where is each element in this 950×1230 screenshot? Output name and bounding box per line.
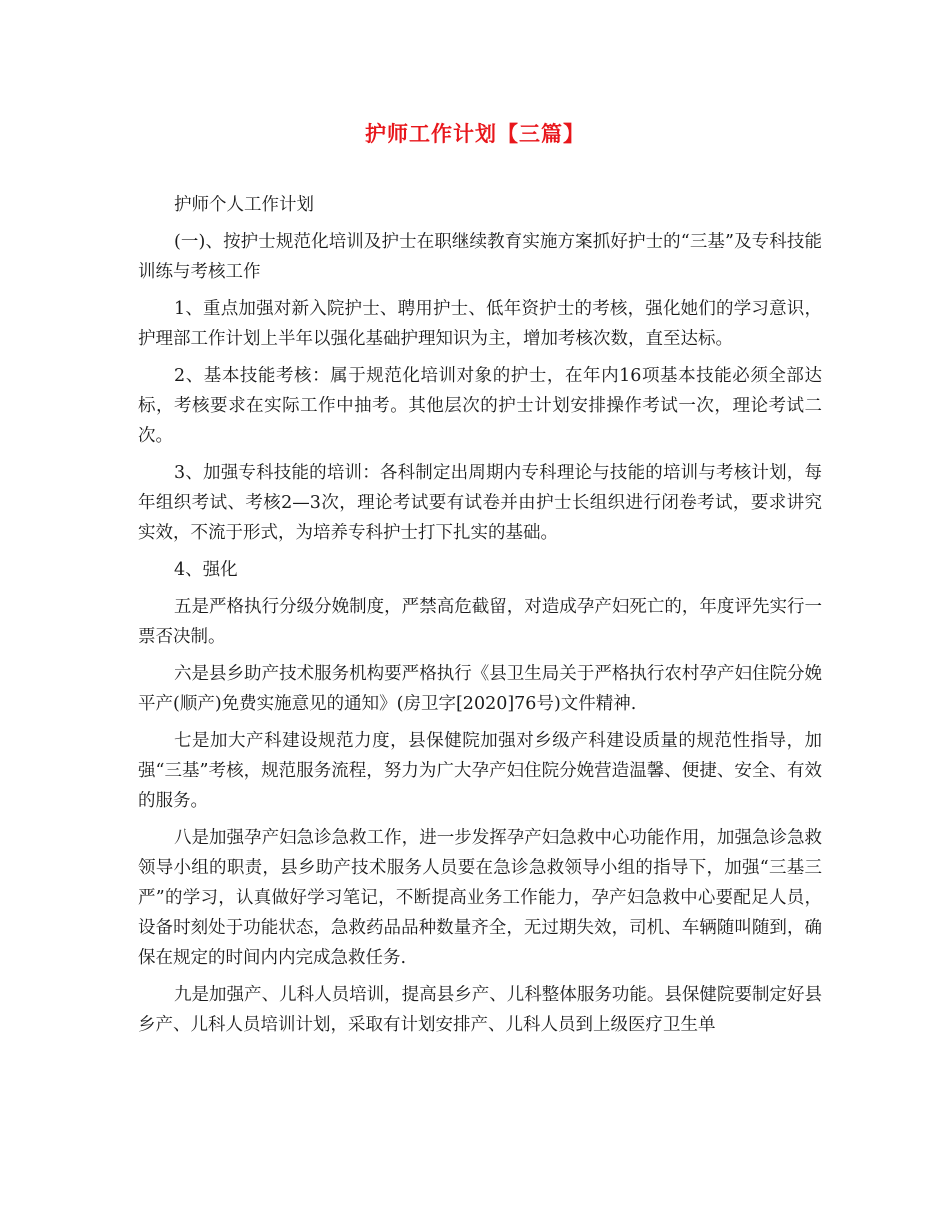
paragraph: 1、重点加强对新入院护士、聘用护士、低年资护士的考核，强化她们的学习意识，护理部工作计划上半年以强化基础护理知识为主，增加考核次数，直至达标。 bbox=[138, 299, 822, 349]
paragraph: 九是加强产、儿科人员培训，提高县乡产、儿科整体服务功能。县保健院要制定好县乡产、儿科人员培训计划，采取有计划安排产、儿科人员到上级医疗卫生单 bbox=[138, 985, 822, 1035]
paragraph: 八是加强孕产妇急诊急救工作，进一步发挥孕产妇急救中心功能作用，加强急诊急救领导小组的职责，县乡助产技术服务人员要在急诊急救领导小组的指导下，加强“三基三严”的学习，认真做好学习笔记，不断提高业务工作能力，孕产妇急救中心要配足人员，设备时刻处于功能状态，急救药品品种数量齐全，无过期失效，司机、车辆随叫随到，确保在规定的时间内内完成急救任务. bbox=[138, 828, 822, 968]
paragraph: 七是加大产科建设规范力度，县保健院加强对乡级产科建设质量的规范性指导，加强“三基”考核，规范服务流程，努力为广大孕产妇住院分娩营造温馨、便捷、安全、有效的服务。 bbox=[138, 731, 822, 811]
paragraph: 六是县乡助产技术服务机构要严格执行《县卫生局关于严格执行农村孕产妇住院分娩平产(顺产)免费实施意见的通知》(房卫字[2020]76号)文件精神. bbox=[138, 664, 822, 714]
paragraph: 4、强化 bbox=[174, 560, 238, 580]
paragraph: 五是严格执行分级分娩制度，严禁高危截留，对造成孕产妇死亡的，年度评先实行一票否决制。 bbox=[138, 597, 822, 647]
paragraph: 2、基本技能考核：属于规范化培训对象的护士，在年内16项基本技能必须全部达标，考核要求在实际工作中抽考。其他层次的护士计划安排操作考试一次，理论考试二次。 bbox=[138, 366, 822, 446]
document-body bbox=[138, 190, 822, 1047]
paragraph: (一)、按护士规范化培训及护士在职继续教育实施方案抓好护士的“三基”及专科技能训练与考核工作 bbox=[138, 232, 822, 282]
paragraph: 3、加强专科技能的培训：各科制定出周期内专科理论与技能的培训与考核计划，每年组织考试、考核2—3次，理论考试要有试卷并由护士长组织进行闭卷考试，要求讲究实效，不流于形式，为培养专科护士打下扎实的基础。 bbox=[138, 463, 822, 543]
document-title: 护师工作计划【三篇】 bbox=[365, 121, 585, 146]
section-heading: 护师个人工作计划 bbox=[174, 195, 314, 215]
